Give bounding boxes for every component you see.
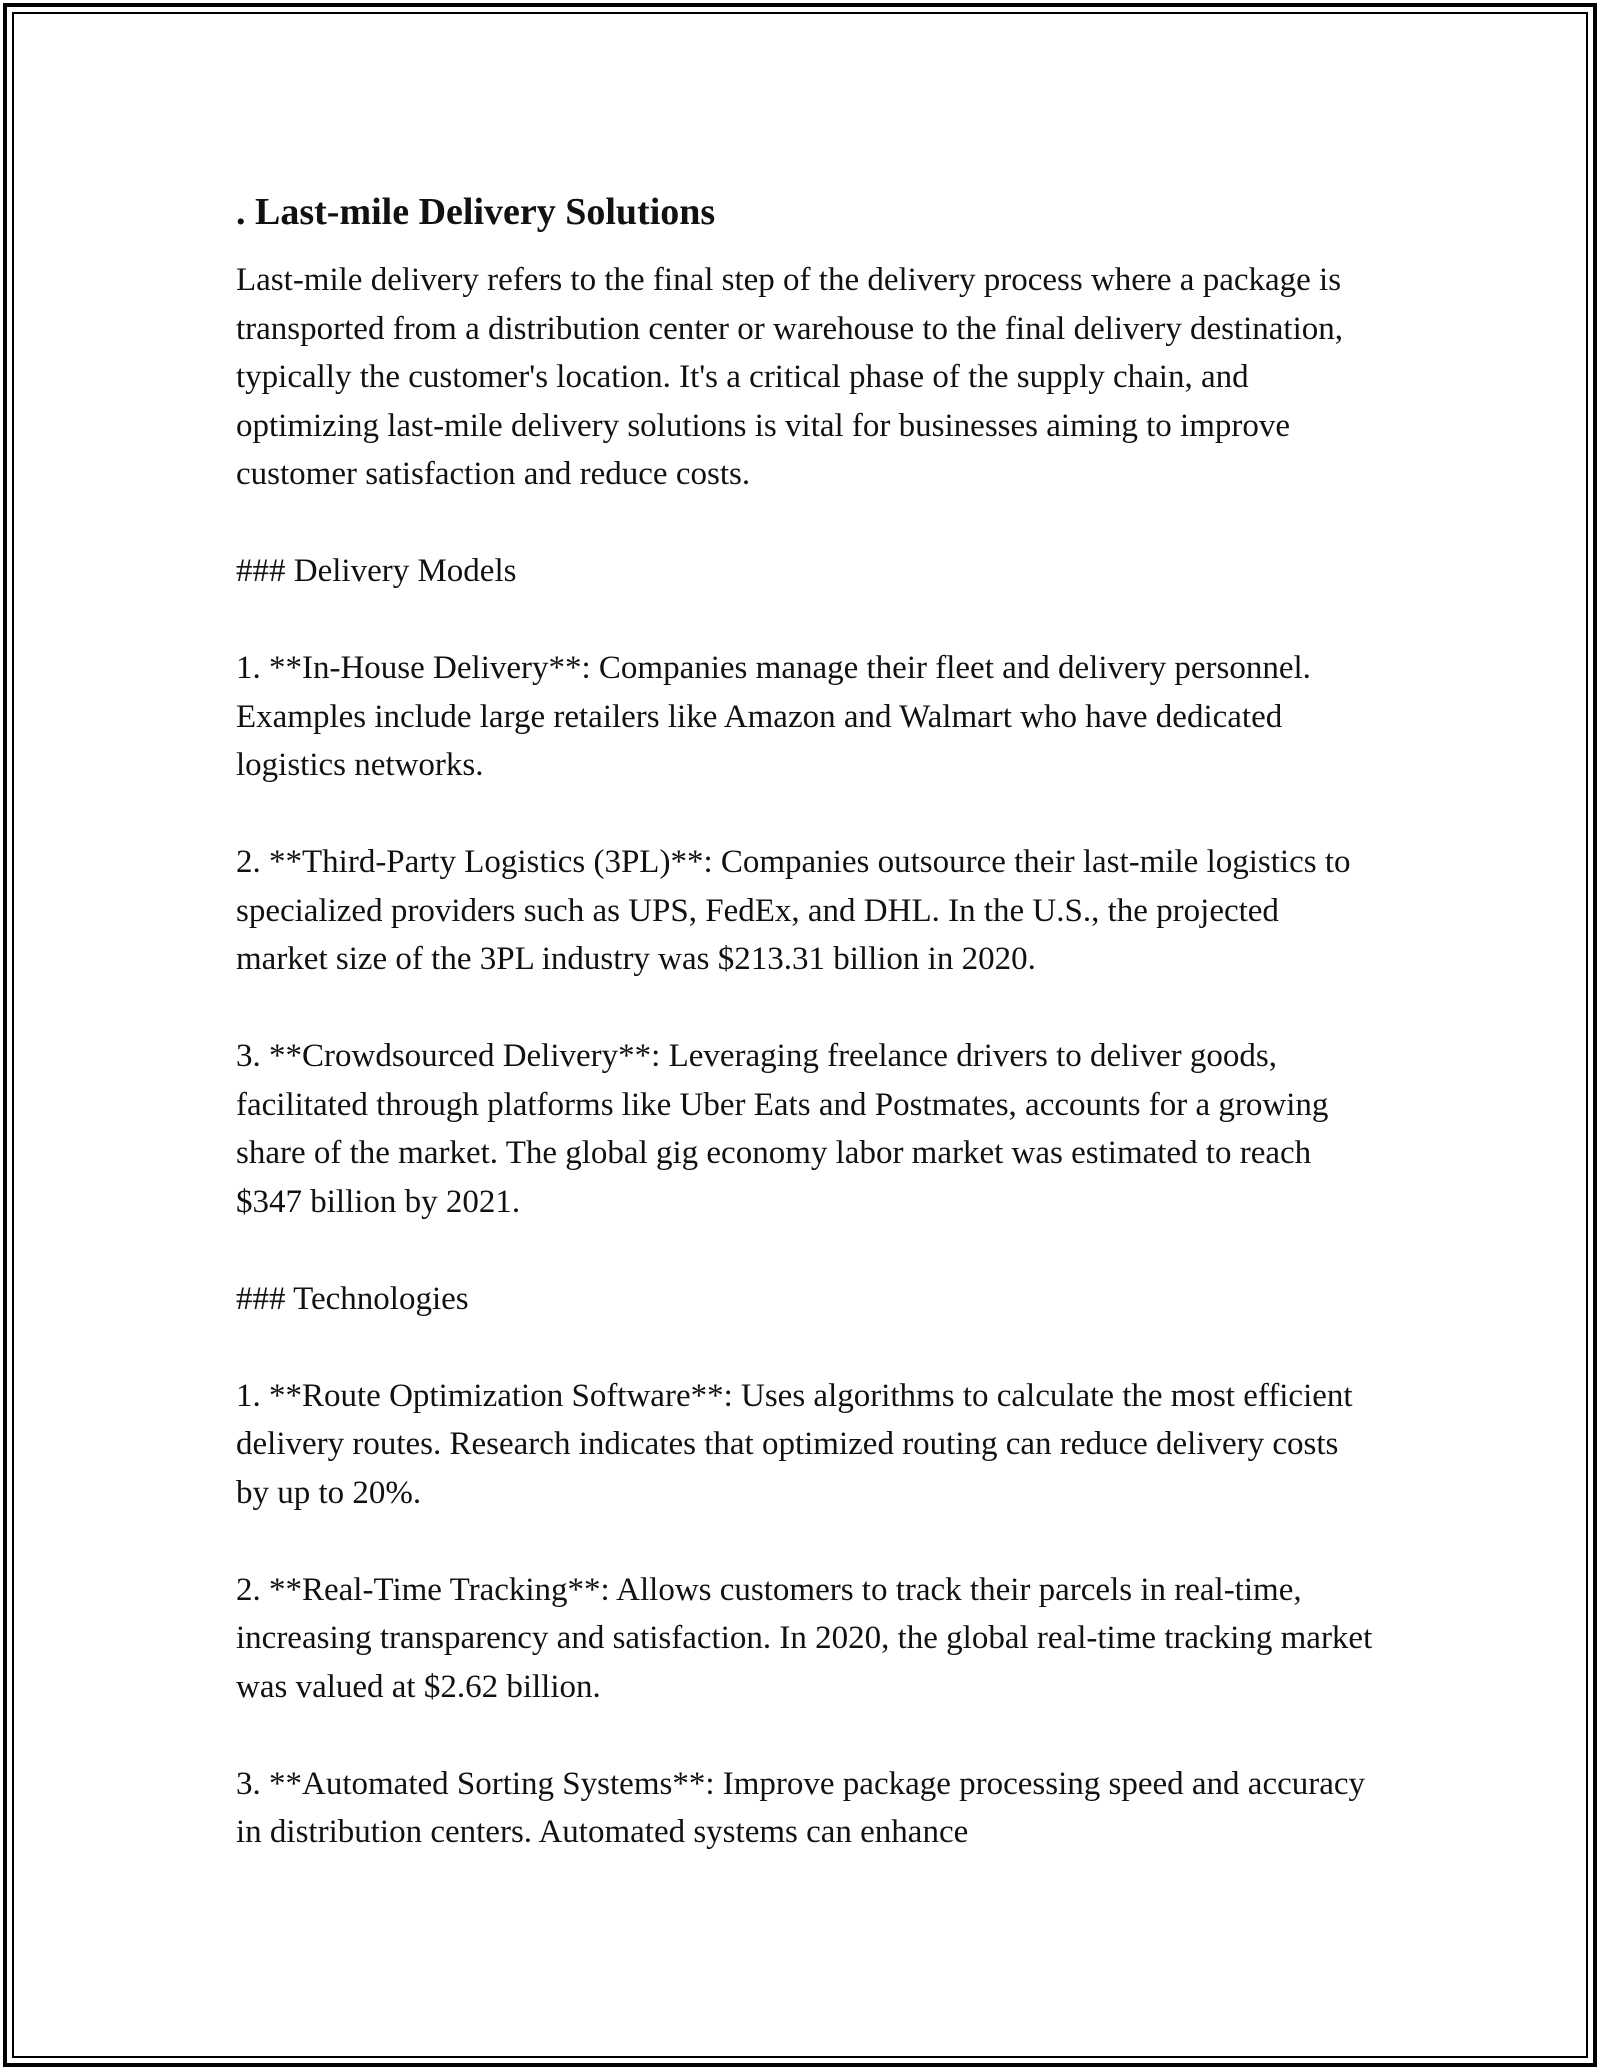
list-item-crowdsourced-delivery: 3. **Crowdsourced Delivery**: Leveraging freelance drivers to deliver goods, facilitated through platforms like Uber Eats and Postmates, accounts for a growing share of the market. The global gig economy labor market was estimated to reach $347 billion by 2021. xyxy=(236,1038,1329,1220)
list-item-route-optimization: 1. **Route Optimization Software**: Uses algorithms to calculate the most efficient delivery routes. Research indicates that optimized routing can reduce delivery costs by up to 20%. xyxy=(236,1377,1353,1511)
intro-paragraph: Last-mile delivery refers to the final step of the delivery process where a package is transported from a distribution center or warehouse to the final delivery destination, typically the customer's location. It's a critical phase of the supply chain, and optimizing last-mile delivery solutions is vital for businesses aiming to improve customer satisfaction and reduce costs. xyxy=(236,262,1343,492)
section-heading-delivery-models: ### Delivery Models xyxy=(236,553,517,589)
list-item-automated-sorting: 3. **Automated Sorting Systems**: Improve package processing speed and accuracy in distribution centers. Automated systems can enhance xyxy=(236,1765,1366,1850)
list-item-in-house-delivery: 1. **In-House Delivery**: Companies manage their fleet and delivery personnel. Examples include large retailers like Amazon and Walmart who have dedicated logistics networks. xyxy=(236,650,1311,783)
list-item-real-time-tracking: 2. **Real-Time Tracking**: Allows customers to track their parcels in real-time, increasing transparency and satisfaction. In 2020, the global real-time tracking market was valued at $2.62 billion. xyxy=(236,1571,1373,1705)
list-item-third-party-logistics: 2. **Third-Party Logistics (3PL)**: Companies outsource their last-mile logistics to specialized providers such as UPS, FedEx, and DHL. In the U.S., the projected market size of the 3PL industry was $213.31 billion in 2020. xyxy=(236,844,1351,977)
document-body xyxy=(236,186,1376,1857)
document-title: . Last-mile Delivery Solutions xyxy=(236,191,716,233)
section-heading-technologies: ### Technologies xyxy=(236,1280,469,1317)
